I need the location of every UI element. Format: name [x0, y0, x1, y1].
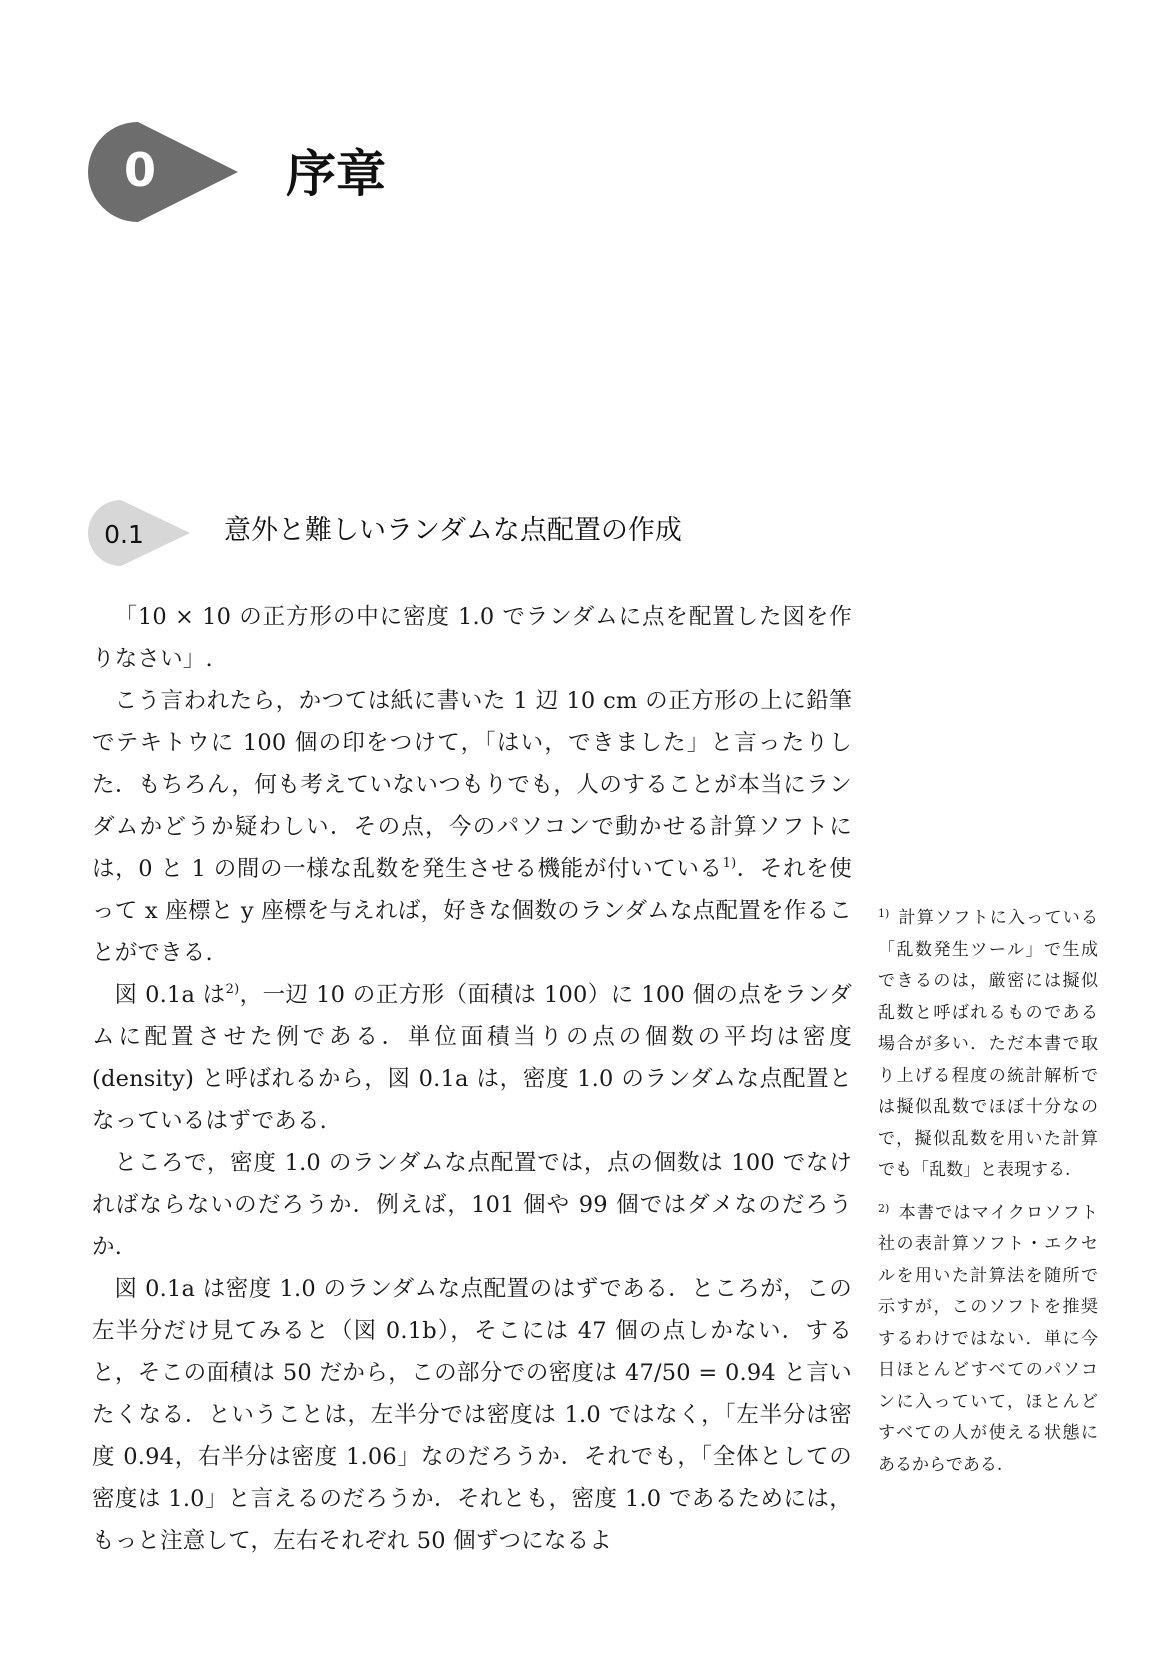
footnote-reference: 2)	[225, 982, 240, 997]
sidenote-mark: 1)	[878, 907, 890, 920]
paragraph-text: 図 0.1a は	[114, 982, 226, 1008]
sidenote-mark: 2)	[878, 1201, 890, 1215]
sidenote-text: 本書ではマイクロソフト社の表計算ソフト・エクセルを用いた計算法を随所で示すが，このソフトを推奨するわけではない．単に今日ほとんどすべてのパソコンに入っていて，ほとんどすべての人が使える状態にあるからである.	[878, 1202, 1098, 1475]
paragraph-text: ，一辺 10 の正方形（面積は 100）に 100 個の点をランダムに配置させた例である．単位面積当りの点の個数の平均は密度 (density) と呼ばれるから，図 0.1a は，密度 1.0 のランダムな点配置となっているはずである.	[92, 982, 852, 1134]
section-number-badge	[88, 500, 198, 566]
paragraph-text: ．それを使って x 座標と y 座標を与えれば，好きな個数のランダムな点配置を作ることができる.	[92, 856, 852, 966]
paragraph: 「10 × 10 の正方形の中に密度 1.0 でランダムに点を配置した図を作りなさい」.	[92, 604, 852, 672]
section-number: 0.1	[104, 520, 144, 549]
sidenotes	[878, 898, 1098, 1487]
paragraph-text: こう言われたら，かつては紙に書いた 1 辺 10 cm の正方形の上に鉛筆でテキトウに 100 個の印をつけて，「はい，できました」と言ったりした．もちろん，何も考えていないつもりでも，人のすることが本当にランダムかどうか疑わしい．その点，今のパソコンで動かせる計算ソフトには，0 と 1 の間の一様な乱数を発生させる機能が付いている	[92, 688, 852, 882]
sidenote-text: 計算ソフトに入っている「乱数発生ツール」で生成できるのは，厳密には擬似乱数と呼ばれるものである場合が多い．ただ本書で取り上げる程度の統計解析では擬似乱数でほぼ十分なので，擬似乱数を用いた計算でも「乱数」と表現する.	[878, 908, 1098, 1180]
sidenote	[878, 898, 1098, 1187]
body-text	[92, 596, 852, 1562]
chapter-title: 序章	[286, 145, 386, 203]
chapter-badge-shape	[88, 122, 238, 222]
paragraph	[92, 680, 852, 974]
chapter-number-badge	[88, 122, 248, 222]
paragraph: 図 0.1a は密度 1.0 のランダムな点配置のはずである．ところが，この左半分だけ見てみると（図 0.1b），そこには 47 個の点しかない．すると，そこの面積は 50 だから，この部分での密度は 47/50 = 0.94 と言いたくなる．ということは，左半分では密度は 1.0 ではなく，「左半分は密度 0.94，右半分は密度 1.06」なのだろうか．それでも，「全体としての密度は 1.0」と言えるのだろうか．それとも，密度 1.0 であるためには，もっと注意して，左右それぞれ 50 個ずつになるよ	[92, 1276, 852, 1554]
paragraph	[92, 974, 852, 1142]
paragraph: ところで，密度 1.0 のランダムな点配置では，点の個数は 100 でなければならないのだろうか．例えば，101 個や 99 個ではダメなのだろうか.	[92, 1150, 852, 1260]
section-title: 意外と難しいランダムな点配置の作成	[224, 515, 682, 546]
footnote-reference: 1)	[722, 856, 737, 871]
chapter-number: 0	[123, 143, 157, 197]
sidenote	[878, 1193, 1098, 1482]
